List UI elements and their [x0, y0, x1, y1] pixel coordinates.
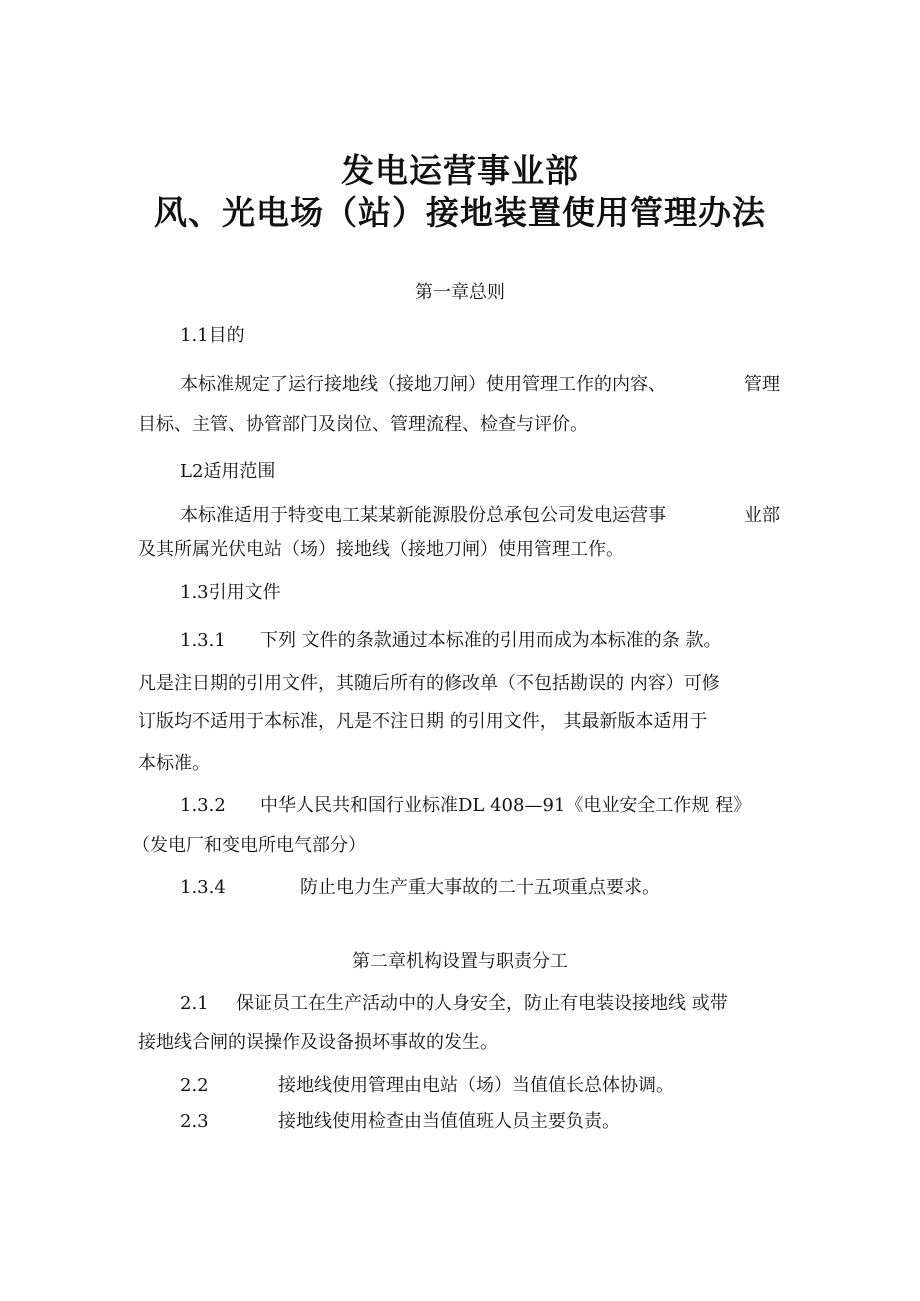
clause-2-1-line-2: 接地线合闸的误操作及设备损坏事故的发生。 — [138, 1032, 498, 1053]
clause-1-3-1-line-2: 凡是注日期的引用文件，其随后所有的修改单（不包括勘误的 内容）可修 — [138, 673, 720, 694]
clause-1-3-4-number: 1.3.4 — [180, 877, 226, 898]
section-1-2-text-line-1: 本标准适用于特变电工某某新能源股份总承包公司发电运营事 — [180, 505, 666, 526]
clause-1-3-1-line-4: 本标准。 — [138, 753, 210, 774]
clause-2-2-line-1: 接地线使用管理由电站（场）当值值长总体协调。 — [278, 1075, 674, 1096]
clause-2-3-number: 2.3 — [180, 1111, 209, 1132]
clause-1-3-2-line-2: （发电厂和变电所电气部分） — [132, 835, 366, 856]
section-1-1-text-line-1-tail: 管理 — [744, 374, 780, 395]
clause-2-3-line-1: 接地线使用检查由当值值班人员主要负责。 — [278, 1111, 620, 1132]
chapter-1-heading: 第一章总则 — [415, 282, 505, 303]
section-1-2-heading: L2适用范围 — [180, 461, 276, 482]
section-1-3-heading: 1.3引用文件 — [180, 582, 281, 603]
section-1-1-text-line-2: 目标、主管、协管部门及岗位、管理流程、检查与评价。 — [138, 414, 588, 435]
clause-1-3-1-line-1: 下列 文件的条款通过本标准的引用而成为本标准的条 款。 — [260, 630, 722, 651]
section-1-1-heading: 1.1目的 — [180, 325, 245, 346]
clause-2-2-number: 2.2 — [180, 1075, 209, 1096]
section-1-2-text-line-1-tail: 业部 — [744, 505, 780, 526]
chapter-2-heading: 第二章机构设置与职责分工 — [352, 951, 568, 972]
document-title-main: 风、光电场（站）接地装置使用管理办法 — [154, 193, 766, 232]
section-1-1-text-line-1: 本标准规定了运行接地线（接地刀闸）使用管理工作的内容、 — [180, 374, 666, 395]
clause-2-1-line-1: 保证员工在生产活动中的人身安全，防止有电装设接地线 或带 — [236, 993, 728, 1014]
clause-1-3-1-number: 1.3.1 — [180, 630, 226, 651]
clause-1-3-2-line-1: 中华人民共和国行业标准DL 408—91《电业安全工作规 程》 — [260, 795, 752, 816]
clause-1-3-4-line-1: 防止电力生产重大事故的二十五项重点要求。 — [300, 877, 660, 898]
document-title-department: 发电运营事业部 — [341, 151, 579, 190]
clause-2-1-number: 2.1 — [180, 993, 209, 1014]
clause-1-3-1-line-3: 订版均不适用于本标准，凡是不注日期 的引用文件， 其最新版本适用于 — [138, 711, 708, 732]
clause-1-3-2-number: 1.3.2 — [180, 795, 226, 816]
section-1-2-text-line-2: 及其所属光伏电站（场）接地线（接地刀闸）使用管理工作。 — [138, 539, 624, 560]
